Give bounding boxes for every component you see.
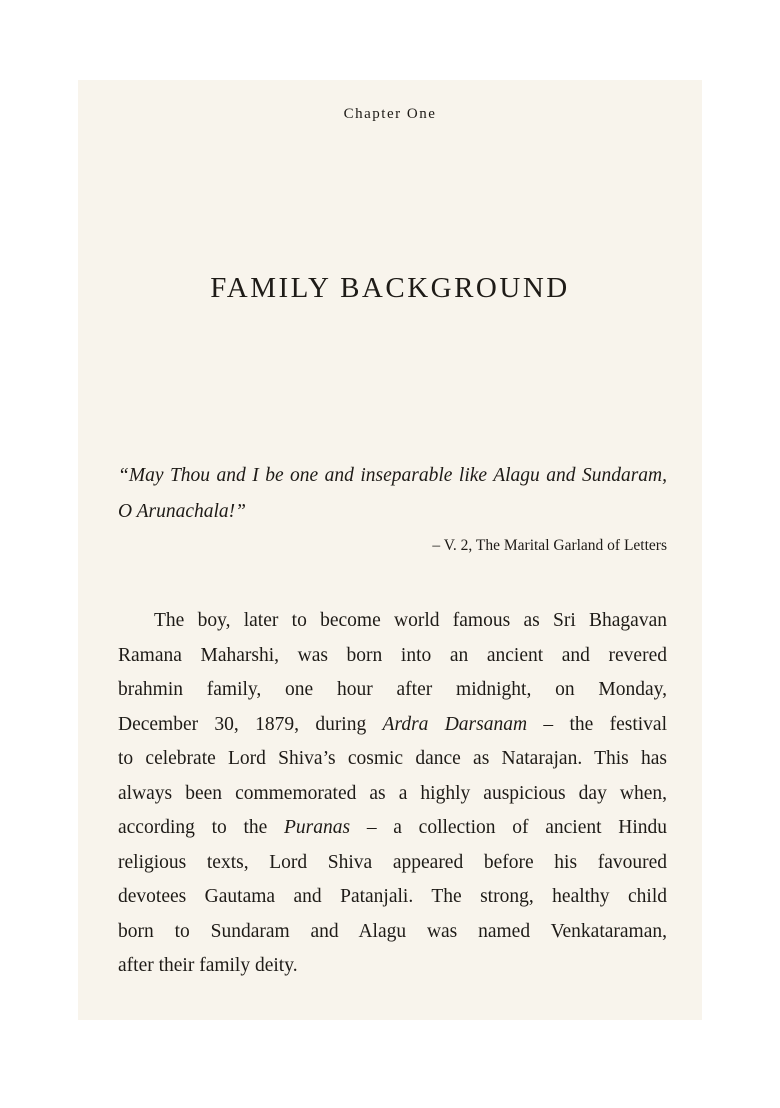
epigraph-quote: “May Thou and I be one and inseparable like Alagu and Sundaram, O Arunachala!” bbox=[118, 465, 667, 522]
paragraph-line: Ramana Maharshi, was born into an ancient and revered bbox=[118, 644, 667, 666]
paragraph-line: brahmin family, one hour after midnight, on Monday, bbox=[118, 679, 667, 700]
body-paragraph bbox=[118, 604, 667, 984]
paragraph-line: according to the Puranas – a collection of ancient Hindu bbox=[118, 817, 667, 838]
italic-term: Ardra Darsanam bbox=[382, 713, 528, 735]
paragraph-line: after their family deity. bbox=[118, 955, 298, 976]
paragraph-line: always been commemorated as a highly auspicious day when, bbox=[118, 782, 667, 804]
paragraph-line: The boy, later to become world famous as Sri Bhagavan bbox=[154, 610, 667, 631]
epigraph-attribution: – V. 2, The Marital Garland of Letters bbox=[432, 537, 667, 554]
paragraph-line: December 30, 1879, during Ardra Darsanam – the festival bbox=[118, 713, 667, 735]
paragraph-line: religious texts, Lord Shiva appeared before his favoured bbox=[118, 851, 667, 873]
italic-term: Puranas bbox=[284, 817, 351, 838]
paragraph-line: born to Sundaram and Alagu was named Venkataraman, bbox=[118, 920, 667, 942]
chapter-title: FAMILY BACKGROUND bbox=[210, 272, 570, 304]
paragraph-line: devotees Gautama and Patanjali. The strong, healthy child bbox=[118, 886, 667, 907]
chapter-label: Chapter One bbox=[343, 106, 437, 122]
paragraph-line: to celebrate Lord Shiva’s cosmic dance as Natarajan. This has bbox=[118, 748, 667, 769]
